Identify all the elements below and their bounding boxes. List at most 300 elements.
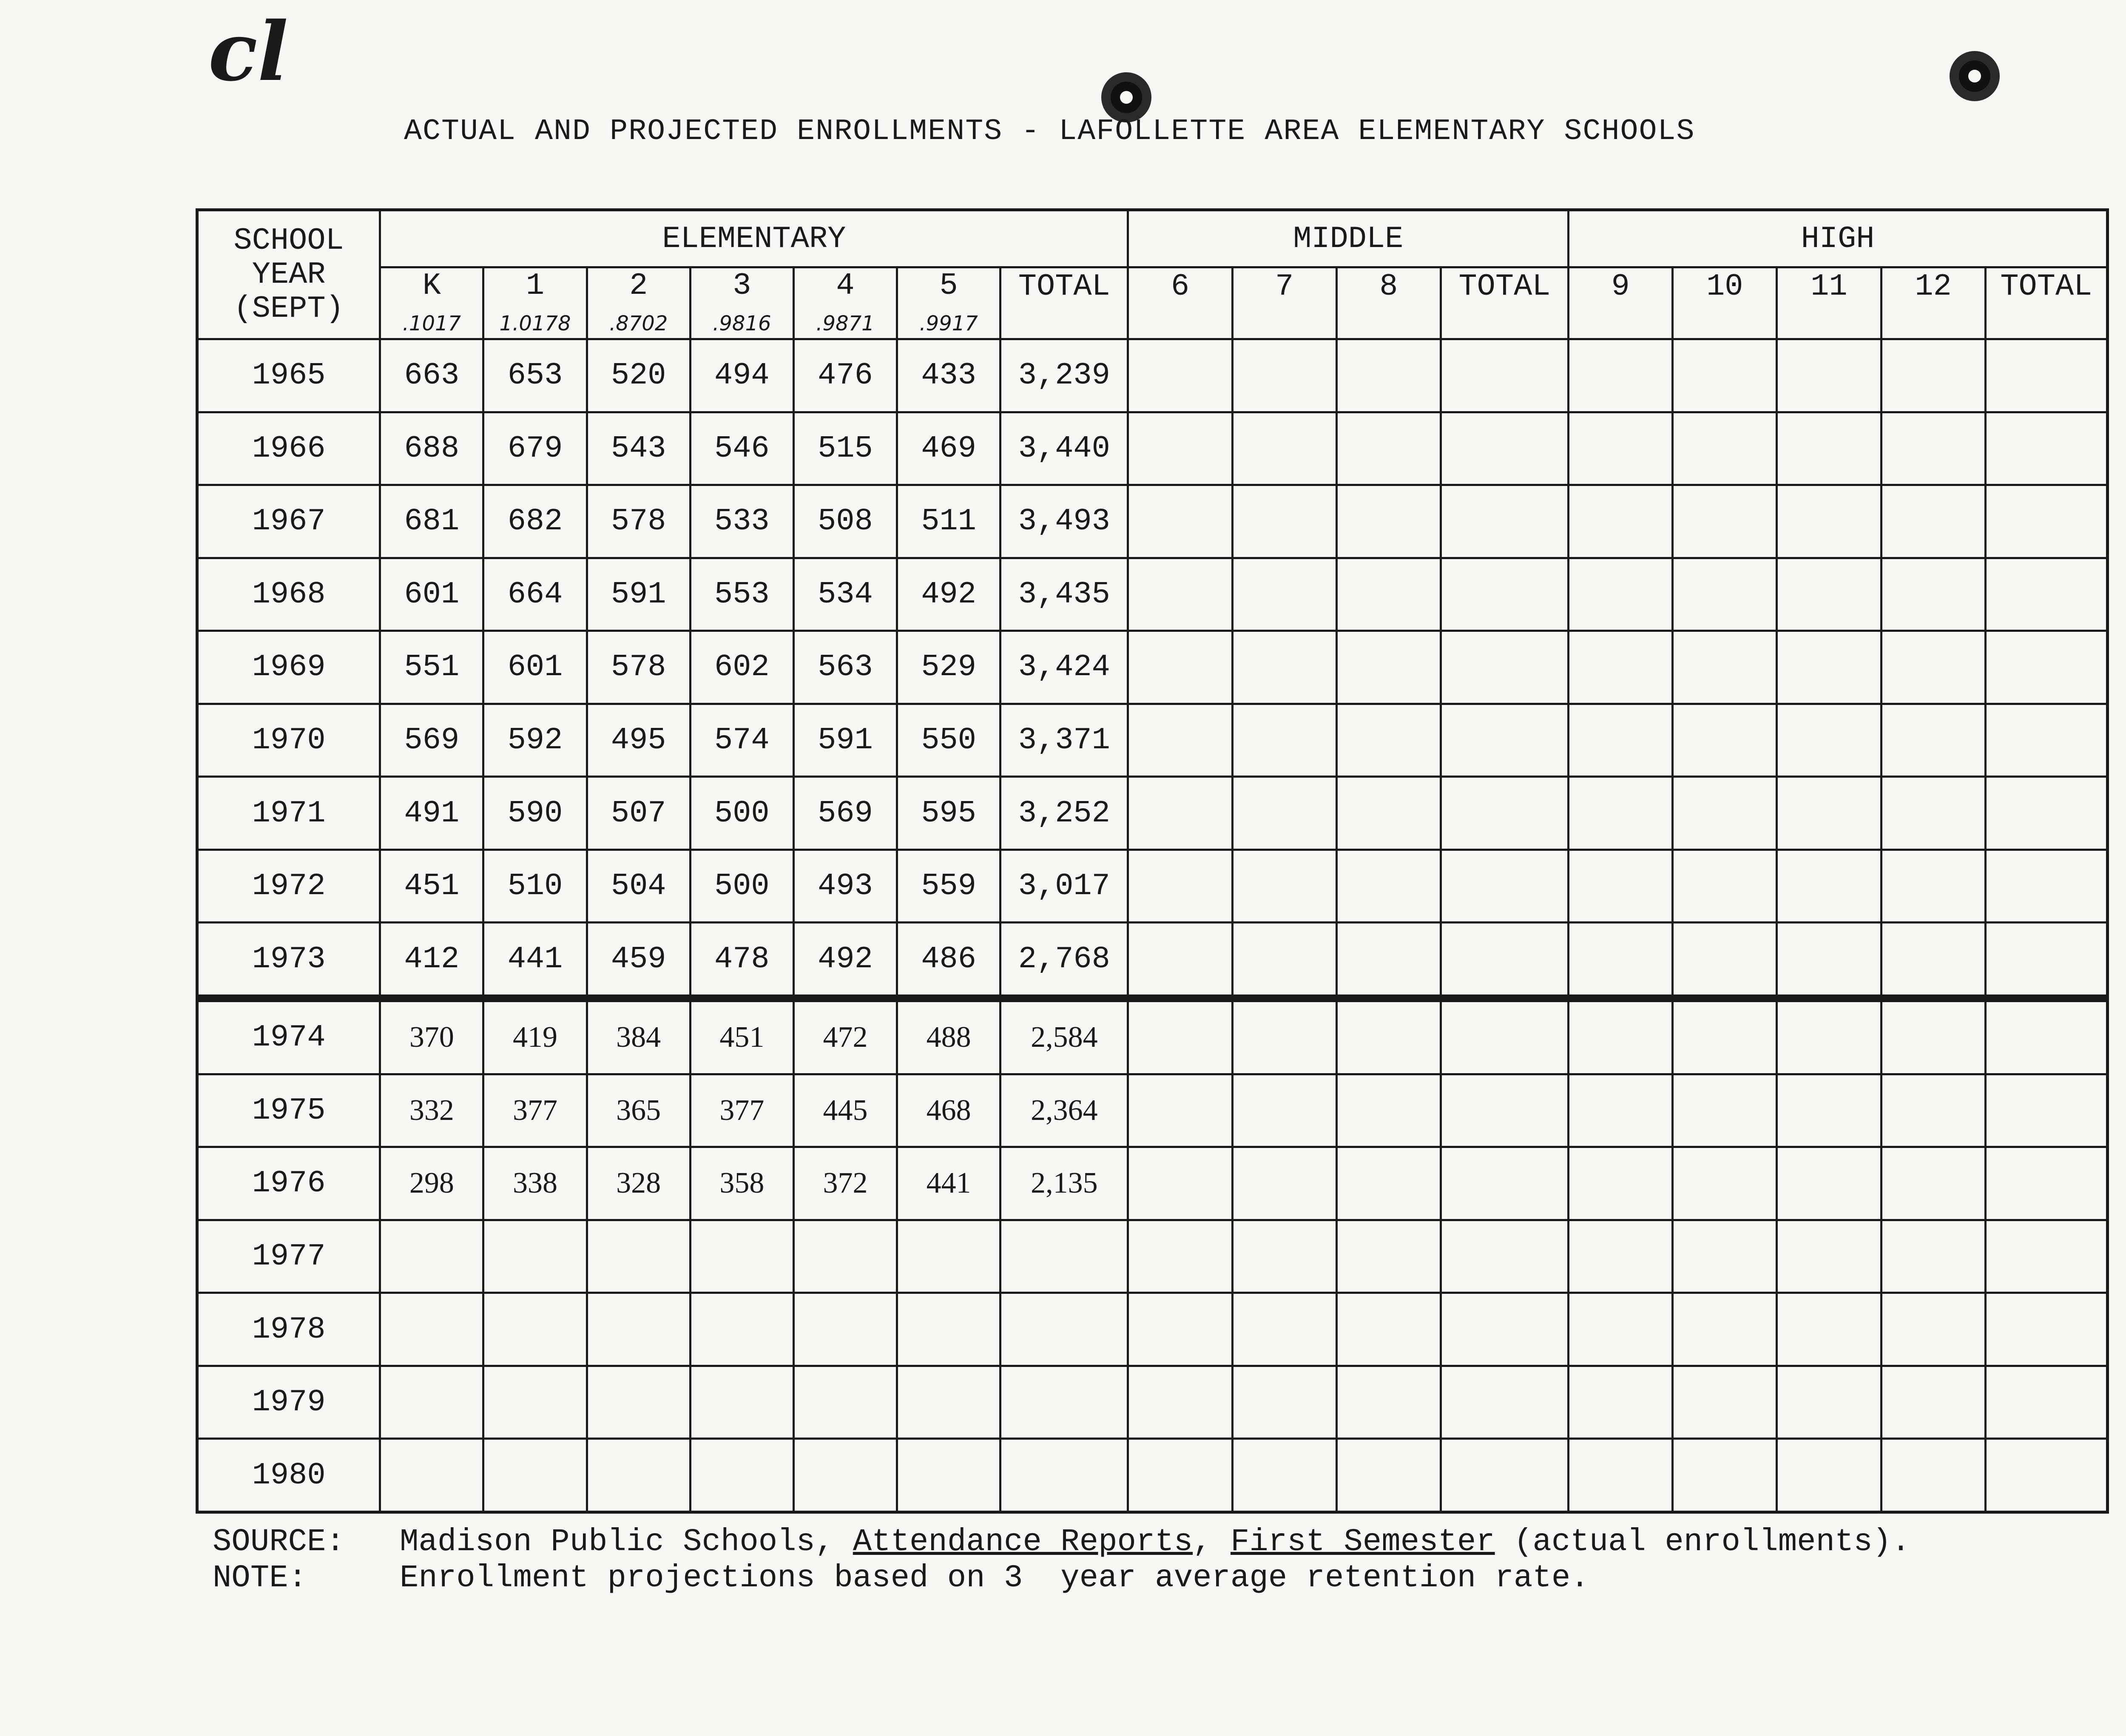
- school-year-cell: 1978: [197, 1293, 380, 1366]
- column-label: K: [422, 268, 441, 303]
- elementary-cell: [587, 1439, 690, 1512]
- table-row: [197, 1220, 2108, 1293]
- middle-cell: [1232, 485, 1336, 558]
- elementary-cell: 559: [897, 850, 1000, 923]
- enrollment-table: [196, 208, 2109, 1514]
- elementary-cell: 441: [897, 1147, 1000, 1220]
- high-cell: [1881, 850, 1985, 923]
- elementary-cell: 372: [793, 1147, 897, 1220]
- school-year-cell: 1973: [197, 923, 380, 998]
- high-col-header: [1673, 267, 1777, 339]
- high-cell: [1777, 631, 1881, 704]
- table-row: [197, 850, 2108, 923]
- high-cell: [1777, 1439, 1881, 1512]
- elementary-cell: [690, 1366, 793, 1439]
- elementary-cell: [587, 1293, 690, 1366]
- elementary-col-header: [793, 267, 897, 339]
- high-cell: [1881, 485, 1985, 558]
- school-year-cell: 1977: [197, 1220, 380, 1293]
- elementary-cell: 591: [587, 558, 690, 631]
- elementary-cell: 493: [793, 850, 897, 923]
- column-label: TOTAL: [2000, 269, 2092, 304]
- middle-cell: [1441, 704, 1568, 777]
- elementary-cell: 590: [483, 777, 587, 850]
- high-cell: [1569, 1293, 1673, 1366]
- elementary-cell: 543: [587, 412, 690, 485]
- high-cell: [1881, 1293, 1985, 1366]
- column-label: TOTAL: [1458, 269, 1551, 304]
- elementary-header: ELEMENTARY: [380, 210, 1128, 267]
- middle-cell: [1232, 923, 1336, 998]
- high-cell: [1569, 412, 1673, 485]
- elementary-col-header: [380, 267, 483, 339]
- column-label: 2: [629, 268, 648, 303]
- high-cell: [1673, 704, 1777, 777]
- elementary-cell: 578: [587, 631, 690, 704]
- middle-cell: [1336, 485, 1441, 558]
- elementary-cell: 3,435: [1000, 558, 1128, 631]
- source-label: SOURCE:: [213, 1524, 345, 1560]
- elementary-cell: 534: [793, 558, 897, 631]
- table-row: [197, 777, 2108, 850]
- middle-cell: [1441, 1074, 1568, 1147]
- middle-cell: [1441, 631, 1568, 704]
- table-row: [197, 704, 2108, 777]
- footer: [213, 1524, 1910, 1597]
- elementary-cell: [690, 1293, 793, 1366]
- middle-cell: [1128, 704, 1232, 777]
- high-cell: [1777, 412, 1881, 485]
- middle-cell: [1128, 485, 1232, 558]
- high-cell: [1985, 850, 2107, 923]
- elementary-cell: [483, 1220, 587, 1293]
- column-label: 4: [836, 268, 855, 303]
- elementary-cell: 553: [690, 558, 793, 631]
- elementary-cell: [793, 1220, 897, 1293]
- elementary-cell: 488: [897, 998, 1000, 1074]
- elementary-cell: 469: [897, 412, 1000, 485]
- elementary-cell: 504: [587, 850, 690, 923]
- elementary-cell: 511: [897, 485, 1000, 558]
- high-cell: [1985, 1366, 2107, 1439]
- high-cell: [1881, 998, 1985, 1074]
- high-cell: [1777, 850, 1881, 923]
- column-label: 7: [1275, 269, 1294, 304]
- high-cell: [1673, 777, 1777, 850]
- high-cell: [1569, 998, 1673, 1074]
- middle-cell: [1128, 1147, 1232, 1220]
- elementary-cell: 328: [587, 1147, 690, 1220]
- high-cell: [1777, 558, 1881, 631]
- table-row: [197, 1366, 2108, 1439]
- high-cell: [1777, 923, 1881, 998]
- middle-cell: [1232, 1074, 1336, 1147]
- middle-cell: [1441, 485, 1568, 558]
- middle-cell: [1128, 631, 1232, 704]
- retention-rate: .1017: [402, 312, 461, 335]
- middle-col-header: [1128, 267, 1232, 339]
- high-cell: [1569, 777, 1673, 850]
- table-row: [197, 485, 2108, 558]
- high-cell: [1673, 558, 1777, 631]
- elementary-cell: 2,768: [1000, 923, 1128, 998]
- column-label: 1: [526, 268, 545, 303]
- middle-cell: [1336, 1220, 1441, 1293]
- high-cell: [1673, 1074, 1777, 1147]
- elementary-cell: 3,424: [1000, 631, 1128, 704]
- elementary-cell: 2,135: [1000, 1147, 1128, 1220]
- high-cell: [1673, 1293, 1777, 1366]
- high-cell: [1777, 1074, 1881, 1147]
- high-cell: [1569, 1366, 1673, 1439]
- high-cell: [1881, 923, 1985, 998]
- middle-cell: [1232, 1439, 1336, 1512]
- high-cell: [1569, 485, 1673, 558]
- table-header: [197, 210, 2108, 339]
- retention-rate: 1.0178: [499, 312, 571, 335]
- middle-cell: [1232, 631, 1336, 704]
- elementary-cell: 3,440: [1000, 412, 1128, 485]
- elementary-cell: 358: [690, 1147, 793, 1220]
- high-header: HIGH: [1569, 210, 2108, 267]
- elementary-cell: [793, 1293, 897, 1366]
- elementary-cell: 595: [897, 777, 1000, 850]
- elementary-cell: [380, 1366, 483, 1439]
- elementary-cell: [1000, 1220, 1128, 1293]
- elementary-cell: 492: [897, 558, 1000, 631]
- school-year-cell: 1968: [197, 558, 380, 631]
- elementary-cell: 601: [380, 558, 483, 631]
- high-cell: [1985, 412, 2107, 485]
- middle-cell: [1441, 777, 1568, 850]
- middle-cell: [1336, 1147, 1441, 1220]
- high-cell: [1777, 777, 1881, 850]
- elementary-cell: 486: [897, 923, 1000, 998]
- high-cell: [1777, 704, 1881, 777]
- high-cell: [1985, 1293, 2107, 1366]
- elementary-cell: 602: [690, 631, 793, 704]
- school-year-cell: 1970: [197, 704, 380, 777]
- elementary-cell: 578: [587, 485, 690, 558]
- elementary-cell: 3,493: [1000, 485, 1128, 558]
- elementary-cell: 681: [380, 485, 483, 558]
- source-reference-semester: First Semester: [1230, 1524, 1495, 1560]
- table-row: [197, 1147, 2108, 1220]
- elementary-cell: 569: [380, 704, 483, 777]
- elementary-cell: 468: [897, 1074, 1000, 1147]
- elementary-cell: 551: [380, 631, 483, 704]
- elementary-col-header: [897, 267, 1000, 339]
- elementary-cell: 3,252: [1000, 777, 1128, 850]
- middle-cell: [1128, 1293, 1232, 1366]
- high-cell: [1881, 777, 1985, 850]
- elementary-cell: 472: [793, 998, 897, 1074]
- high-cell: [1881, 339, 1985, 412]
- school-year-header: SCHOOL YEAR (SEPT): [197, 210, 380, 339]
- source-separator: ,: [1193, 1524, 1231, 1560]
- school-year-cell: 1980: [197, 1439, 380, 1512]
- high-cell: [1673, 1220, 1777, 1293]
- middle-cell: [1232, 412, 1336, 485]
- high-cell: [1569, 1439, 1673, 1512]
- high-cell: [1569, 1147, 1673, 1220]
- middle-cell: [1128, 1439, 1232, 1512]
- column-label: 8: [1379, 269, 1398, 304]
- elementary-cell: 433: [897, 339, 1000, 412]
- elementary-cell: 682: [483, 485, 587, 558]
- elementary-cell: 664: [483, 558, 587, 631]
- middle-header: MIDDLE: [1128, 210, 1569, 267]
- column-label: TOTAL: [1018, 269, 1110, 304]
- elementary-cell: 478: [690, 923, 793, 998]
- school-year-cell: 1966: [197, 412, 380, 485]
- high-cell: [1777, 1147, 1881, 1220]
- middle-cell: [1336, 1293, 1441, 1366]
- elementary-col-header: [483, 267, 587, 339]
- high-cell: [1673, 998, 1777, 1074]
- elementary-cell: 550: [897, 704, 1000, 777]
- school-year-cell: 1979: [197, 1366, 380, 1439]
- middle-cell: [1441, 339, 1568, 412]
- elementary-cell: 3,371: [1000, 704, 1128, 777]
- elementary-cell: 491: [380, 777, 483, 850]
- elementary-cell: 546: [690, 412, 793, 485]
- middle-cell: [1441, 923, 1568, 998]
- elementary-cell: 451: [690, 998, 793, 1074]
- source-suffix: (actual enrollments).: [1495, 1524, 1910, 1560]
- elementary-cell: 520: [587, 339, 690, 412]
- high-cell: [1673, 850, 1777, 923]
- middle-cell: [1336, 1074, 1441, 1147]
- middle-col-header: [1336, 267, 1441, 339]
- middle-cell: [1128, 923, 1232, 998]
- elementary-cell: 508: [793, 485, 897, 558]
- high-col-header: [1569, 267, 1673, 339]
- elementary-cell: [587, 1220, 690, 1293]
- table-row: [197, 412, 2108, 485]
- middle-cell: [1336, 777, 1441, 850]
- elementary-cell: [897, 1220, 1000, 1293]
- elementary-cell: 377: [690, 1074, 793, 1147]
- high-cell: [1985, 777, 2107, 850]
- elementary-cell: [483, 1366, 587, 1439]
- elementary-cell: 601: [483, 631, 587, 704]
- table-row: [197, 1074, 2108, 1147]
- middle-cell: [1336, 850, 1441, 923]
- elementary-cell: 500: [690, 777, 793, 850]
- elementary-cell: 377: [483, 1074, 587, 1147]
- high-cell: [1985, 1439, 2107, 1512]
- elementary-cell: [897, 1366, 1000, 1439]
- table-row: [197, 998, 2108, 1074]
- middle-cell: [1336, 1439, 1441, 1512]
- elementary-cell: 591: [793, 704, 897, 777]
- middle-cell: [1128, 850, 1232, 923]
- elementary-cell: [587, 1366, 690, 1439]
- high-cell: [1985, 1074, 2107, 1147]
- high-cell: [1881, 558, 1985, 631]
- elementary-cell: 563: [793, 631, 897, 704]
- column-label: 6: [1171, 269, 1190, 304]
- high-cell: [1985, 339, 2107, 412]
- middle-cell: [1441, 412, 1568, 485]
- high-cell: [1881, 1366, 1985, 1439]
- middle-cell: [1336, 339, 1441, 412]
- elementary-cell: 592: [483, 704, 587, 777]
- middle-cell: [1128, 1366, 1232, 1439]
- column-label: 5: [939, 268, 958, 303]
- elementary-cell: [380, 1220, 483, 1293]
- middle-cell: [1336, 704, 1441, 777]
- elementary-cell: 495: [587, 704, 690, 777]
- middle-cell: [1441, 1220, 1568, 1293]
- high-cell: [1777, 1220, 1881, 1293]
- table-row: [197, 631, 2108, 704]
- table-row: [197, 1439, 2108, 1512]
- retention-rate: .9917: [919, 312, 978, 335]
- middle-cell: [1232, 1293, 1336, 1366]
- elementary-cell: 500: [690, 850, 793, 923]
- document-title: ACTUAL AND PROJECTED ENROLLMENTS - LAFOLLETTE AREA ELEMENTARY SCHOOLS: [404, 115, 1695, 148]
- elementary-cell: 494: [690, 339, 793, 412]
- elementary-cell: 298: [380, 1147, 483, 1220]
- elementary-cell: 476: [793, 339, 897, 412]
- middle-col-header: [1232, 267, 1336, 339]
- middle-cell: [1232, 1220, 1336, 1293]
- high-cell: [1985, 704, 2107, 777]
- column-label: 11: [1811, 269, 1847, 304]
- middle-cell: [1441, 850, 1568, 923]
- column-label: 12: [1915, 269, 1952, 304]
- middle-cell: [1232, 1147, 1336, 1220]
- elementary-cell: [483, 1439, 587, 1512]
- elementary-cell: 338: [483, 1147, 587, 1220]
- high-col-header: [1777, 267, 1881, 339]
- high-cell: [1673, 923, 1777, 998]
- retention-rate: .9871: [816, 312, 875, 335]
- high-cell: [1985, 631, 2107, 704]
- high-cell: [1985, 1220, 2107, 1293]
- high-cell: [1673, 485, 1777, 558]
- table-row: [197, 558, 2108, 631]
- school-year-cell: 1975: [197, 1074, 380, 1147]
- middle-cell: [1336, 923, 1441, 998]
- elementary-cell: [1000, 1293, 1128, 1366]
- elementary-cell: 2,584: [1000, 998, 1128, 1074]
- elementary-cell: 533: [690, 485, 793, 558]
- school-year-cell: 1976: [197, 1147, 380, 1220]
- retention-rate: .9816: [713, 312, 771, 335]
- table-body: [197, 339, 2108, 1512]
- middle-cell: [1128, 998, 1232, 1074]
- elementary-cell: 574: [690, 704, 793, 777]
- elementary-cell: 679: [483, 412, 587, 485]
- elementary-cell: 529: [897, 631, 1000, 704]
- elementary-cell: 370: [380, 998, 483, 1074]
- source-text: Madison Public Schools,: [400, 1524, 853, 1560]
- elementary-cell: [897, 1439, 1000, 1512]
- elementary-cell: [690, 1220, 793, 1293]
- elementary-cell: [793, 1439, 897, 1512]
- elementary-cell: 2,364: [1000, 1074, 1128, 1147]
- middle-cell: [1128, 777, 1232, 850]
- table-row: [197, 339, 2108, 412]
- middle-cell: [1441, 1439, 1568, 1512]
- high-cell: [1985, 1147, 2107, 1220]
- elementary-cell: [483, 1293, 587, 1366]
- note-label: NOTE:: [213, 1560, 307, 1596]
- high-cell: [1569, 850, 1673, 923]
- middle-cell: [1128, 1220, 1232, 1293]
- elementary-cell: 3,017: [1000, 850, 1128, 923]
- elementary-cell: [1000, 1366, 1128, 1439]
- elementary-cell: 3,239: [1000, 339, 1128, 412]
- high-cell: [1673, 339, 1777, 412]
- middle-cell: [1232, 850, 1336, 923]
- high-cell: [1777, 1366, 1881, 1439]
- school-year-cell: 1971: [197, 777, 380, 850]
- middle-cell: [1232, 558, 1336, 631]
- high-cell: [1673, 1439, 1777, 1512]
- high-cell: [1881, 631, 1985, 704]
- middle-cell: [1128, 339, 1232, 412]
- high-cell: [1673, 1366, 1777, 1439]
- middle-cell: [1232, 339, 1336, 412]
- high-cell: [1985, 558, 2107, 631]
- high-cell: [1569, 339, 1673, 412]
- elementary-cell: 663: [380, 339, 483, 412]
- elementary-cell: 515: [793, 412, 897, 485]
- note-text: Enrollment projections based on 3 year average retention rate.: [400, 1560, 1589, 1596]
- high-cell: [1985, 998, 2107, 1074]
- table-row: [197, 923, 2108, 998]
- column-label: 10: [1706, 269, 1743, 304]
- elementary-cell: 510: [483, 850, 587, 923]
- high-cell: [1881, 1074, 1985, 1147]
- column-label: 3: [733, 268, 751, 303]
- high-cell: [1569, 1220, 1673, 1293]
- high-cell: [1569, 704, 1673, 777]
- elementary-cell: [897, 1293, 1000, 1366]
- punch-hole-right: [1950, 51, 2000, 101]
- high-cell: [1777, 339, 1881, 412]
- middle-cell: [1232, 998, 1336, 1074]
- middle-cell: [1336, 412, 1441, 485]
- high-cell: [1569, 1074, 1673, 1147]
- elementary-cell: [793, 1366, 897, 1439]
- source-reference-attendance: Attendance Reports: [853, 1524, 1193, 1560]
- school-year-cell: 1972: [197, 850, 380, 923]
- high-cell: [1985, 485, 2107, 558]
- column-label: 9: [1611, 269, 1630, 304]
- middle-cell: [1441, 1147, 1568, 1220]
- elementary-cell: 441: [483, 923, 587, 998]
- elementary-cell: [1000, 1439, 1128, 1512]
- elementary-cell: 451: [380, 850, 483, 923]
- elementary-cell: 507: [587, 777, 690, 850]
- handwritten-mark: cl: [208, 4, 288, 99]
- school-year-cell: 1974: [197, 998, 380, 1074]
- elementary-cell: 653: [483, 339, 587, 412]
- high-cell: [1881, 412, 1985, 485]
- elementary-cell: [380, 1439, 483, 1512]
- high-cell: [1881, 1147, 1985, 1220]
- middle-cell: [1336, 558, 1441, 631]
- elementary-cell: 688: [380, 412, 483, 485]
- school-year-cell: 1967: [197, 485, 380, 558]
- elementary-cell: 365: [587, 1074, 690, 1147]
- table-row: [197, 1293, 2108, 1366]
